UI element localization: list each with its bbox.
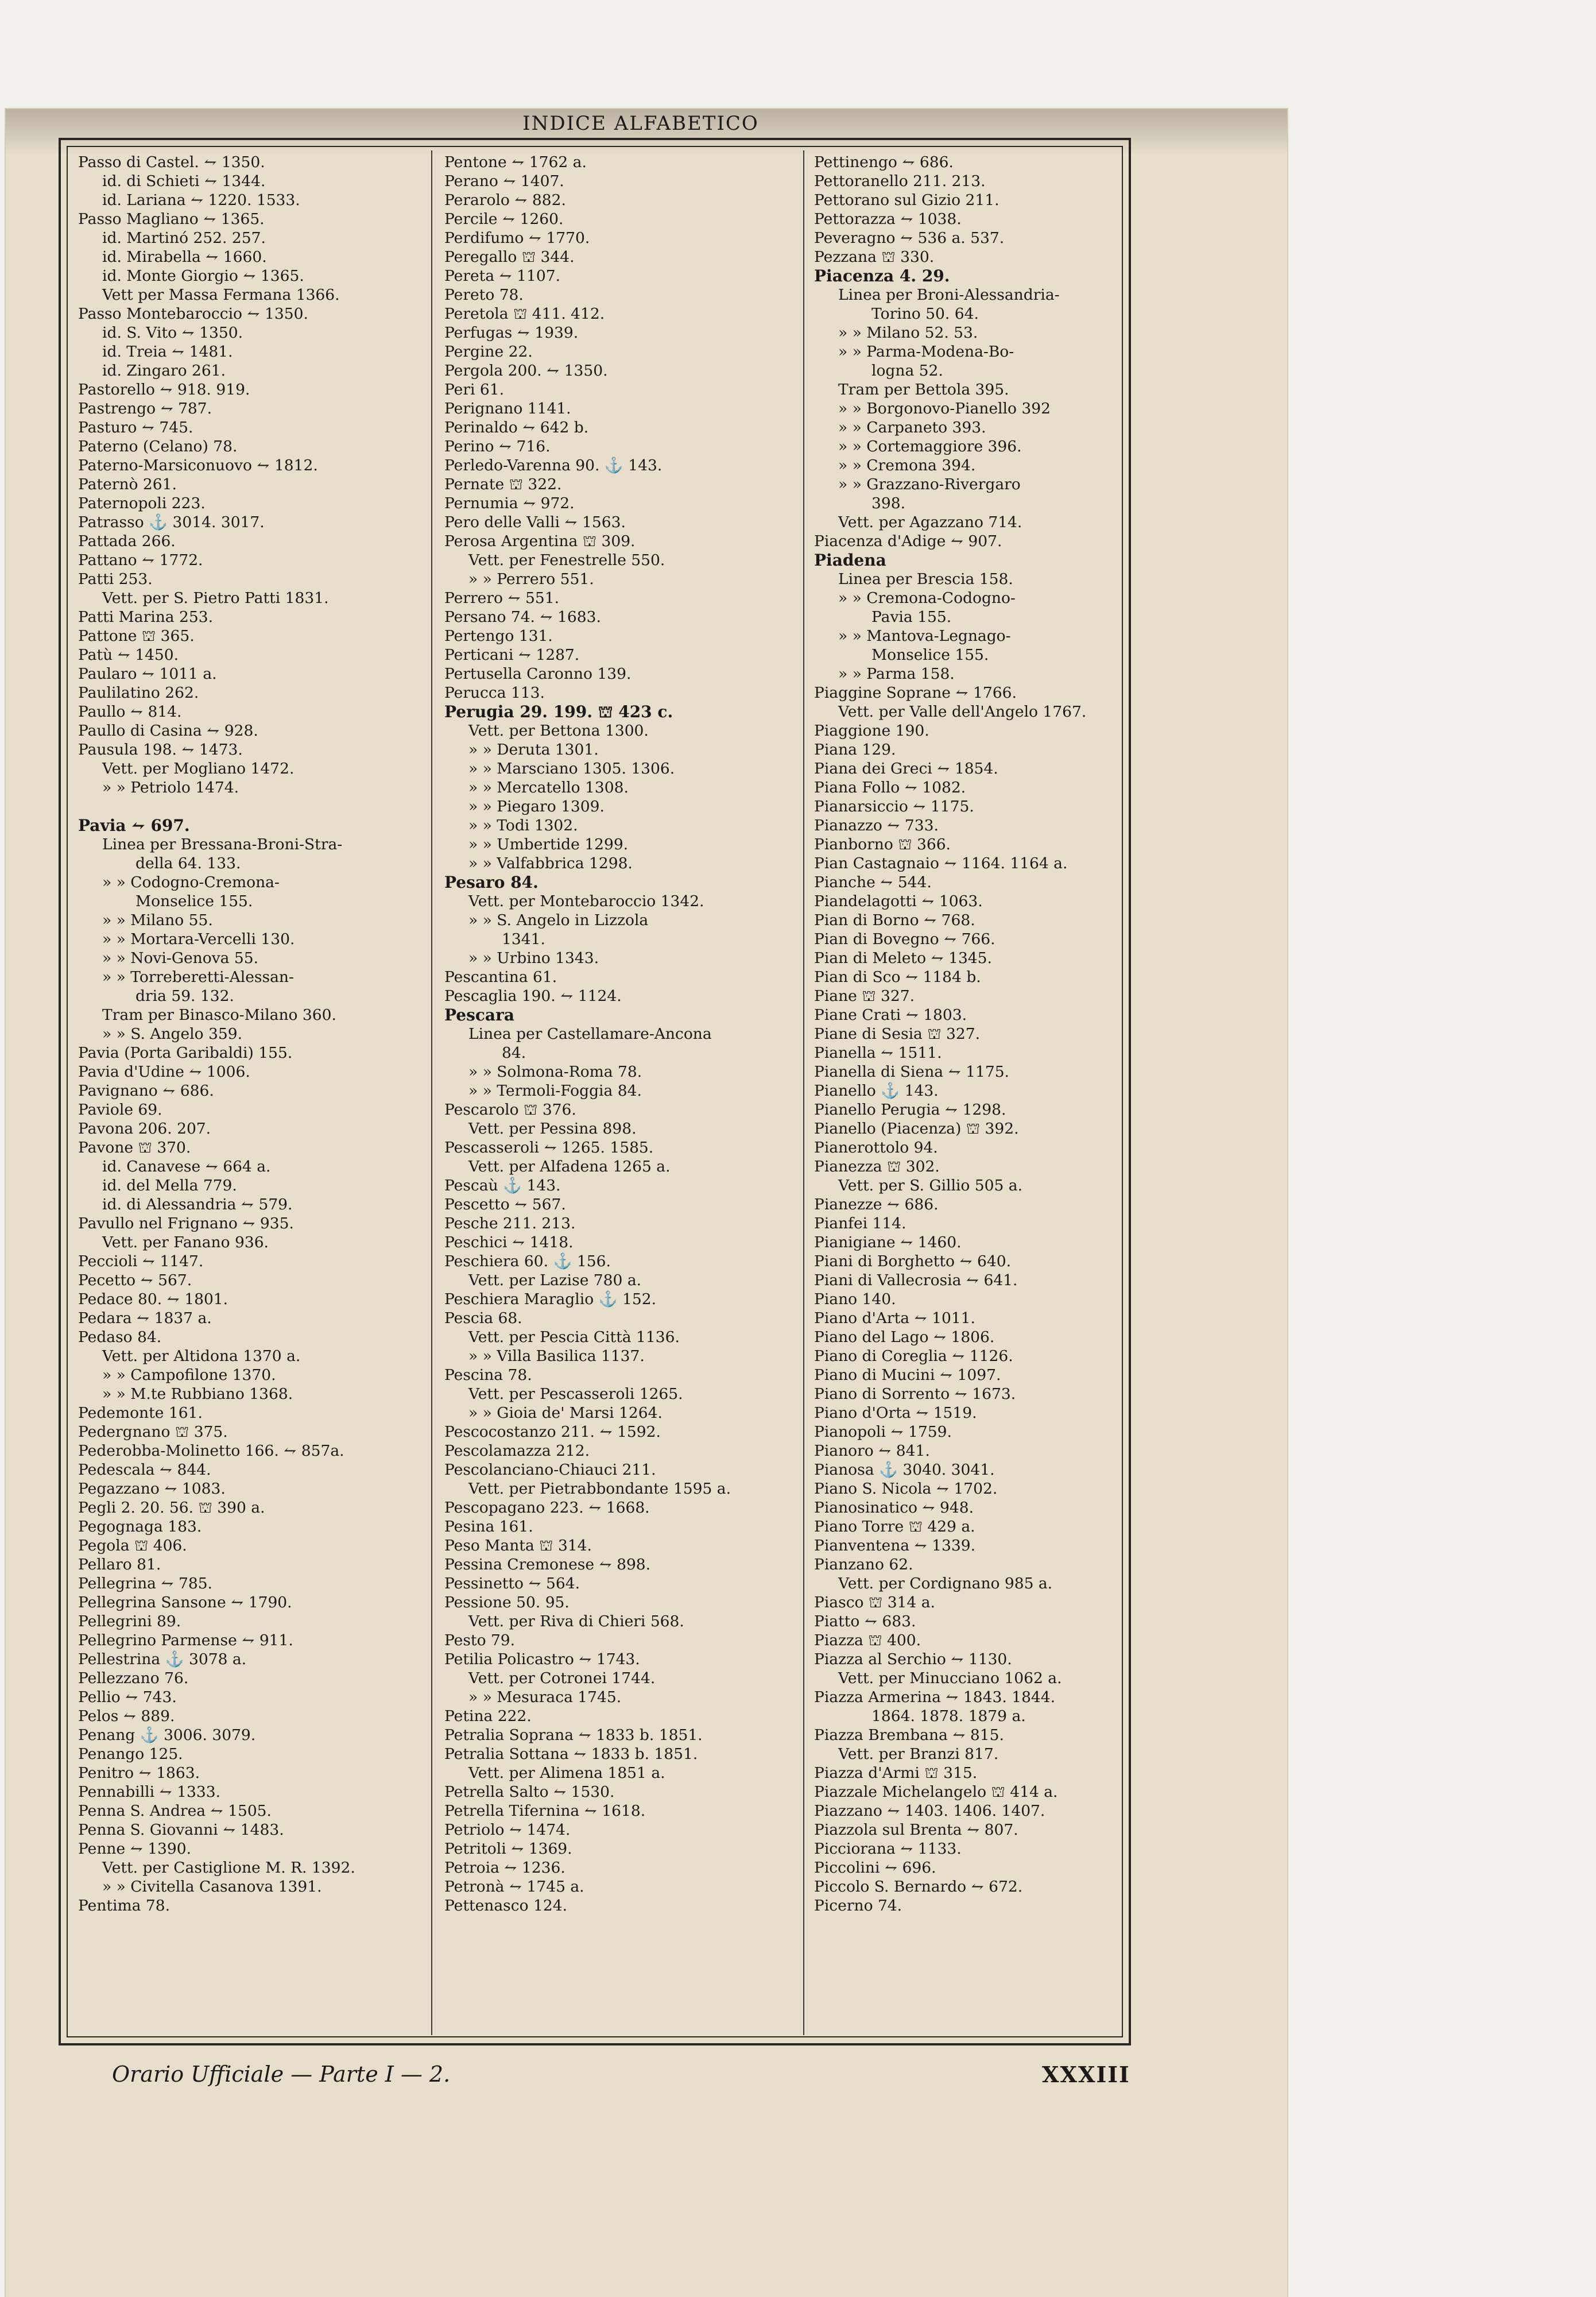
index-entry: Peschiera 60. ⚓ 156. — [444, 1252, 611, 1270]
index-entry: » » Cortemaggiore 396. — [838, 438, 1022, 455]
index-entry: Pettoranello 211. 213. — [814, 172, 986, 190]
page-header: INDICE ALFABETICO — [522, 112, 759, 135]
index-entry: Persano 74. ⥊ 1683. — [444, 608, 601, 626]
index-entry: Pereto 78. — [444, 286, 524, 304]
index-entry: Picciorana ⥊ 1133. — [814, 1840, 962, 1858]
index-entry: Pesina 161. — [444, 1518, 533, 1536]
index-entry: Pellio ⥊ 743. — [78, 1688, 177, 1706]
index-entry: » » Deruta 1301. — [468, 741, 599, 759]
index-entry: Pianche ⥊ 544. — [814, 873, 932, 891]
index-entry: Piana dei Greci ⥊ 1854. — [814, 760, 998, 778]
index-entry: Pedergnano ⛫ 375. — [78, 1423, 228, 1441]
index-entry: Patti Marina 253. — [78, 608, 214, 626]
index-entry: Piane Crati ⥊ 1803. — [814, 1006, 967, 1024]
index-entry: Pescarolo ⛫ 376. — [444, 1101, 576, 1119]
index-entry: Pescetto ⥊ 567. — [444, 1196, 566, 1213]
index-entry: Piandelagotti ⥊ 1063. — [814, 892, 983, 910]
index-entry: Piatto ⥊ 683. — [814, 1612, 916, 1630]
index-entry: Pernumia ⥊ 972. — [444, 494, 575, 512]
index-entry: Piana 129. — [814, 741, 896, 759]
index-entry: Patrasso ⚓ 3014. 3017. — [78, 513, 265, 531]
index-entry: » » Solmona-Roma 78. — [468, 1063, 642, 1081]
index-entry: Pederobba-Molinetto 166. ⥊ 857a. — [78, 1442, 344, 1460]
index-column-3 — [814, 153, 1124, 2035]
index-entry: Pavia d'Udine ⥊ 1006. — [78, 1063, 250, 1081]
index-entry: Pescolamazza 212. — [444, 1442, 590, 1460]
index-entry: Pescara — [444, 1006, 514, 1024]
index-entry: Petrella Salto ⥊ 1530. — [444, 1783, 615, 1801]
index-entry: Pavia 155. — [871, 608, 952, 626]
index-entry: Piani di Borghetto ⥊ 640. — [814, 1252, 1012, 1270]
index-entry: Piano d'Orta ⥊ 1519. — [814, 1404, 977, 1422]
index-entry: Vett. per Altidona 1370 a. — [102, 1347, 301, 1365]
index-entry: Pellaro 81. — [78, 1556, 161, 1573]
index-entry: Piasco ⛫ 314 a. — [814, 1594, 935, 1611]
index-entry: » » Parma-Modena-Bo- — [838, 343, 1014, 361]
index-entry: Piano S. Nicola ⥊ 1702. — [814, 1480, 998, 1498]
index-entry: id. del Mella 779. — [102, 1177, 237, 1194]
index-entry: Vett. per Minucciano 1062 a. — [838, 1669, 1062, 1687]
index-entry: id. S. Vito ⥊ 1350. — [102, 324, 243, 342]
index-entry: Petroia ⥊ 1236. — [444, 1859, 565, 1877]
index-entry: Peso Manta ⛫ 314. — [444, 1537, 592, 1554]
index-entry: Pescia 68. — [444, 1309, 522, 1327]
index-entry: Peregallo ⛫ 344. — [444, 248, 575, 266]
index-entry: Pianzano 62. — [814, 1556, 913, 1573]
index-entry: Piano d'Arta ⥊ 1011. — [814, 1309, 975, 1327]
column-divider — [431, 150, 432, 2035]
index-entry: id. di Schieti ⥊ 1344. — [102, 172, 266, 190]
index-entry: » » Parma 158. — [838, 665, 955, 683]
index-entry: Vett. per Pescasseroli 1265. — [468, 1385, 683, 1403]
index-column-2 — [444, 153, 797, 2035]
index-entry: Penne ⥊ 1390. — [78, 1840, 192, 1858]
index-entry: » » Mantova-Legnago- — [838, 627, 1011, 645]
index-entry: Paternò 261. — [78, 475, 177, 493]
index-entry: Paularo ⥊ 1011 a. — [78, 665, 217, 683]
index-entry: Pianventena ⥊ 1339. — [814, 1537, 976, 1554]
index-entry: Pettenasco 124. — [444, 1897, 567, 1915]
index-entry: » » Gioia de' Marsi 1264. — [468, 1404, 663, 1422]
index-entry: Pianella di Siena ⥊ 1175. — [814, 1063, 1009, 1081]
index-entry: Pianerottolo 94. — [814, 1139, 938, 1157]
index-entry: Pennabilli ⥊ 1333. — [78, 1783, 221, 1801]
index-entry: Pavona 206. 207. — [78, 1120, 211, 1138]
index-entry: Vett. per Bettona 1300. — [468, 722, 649, 740]
index-entry: Pastorello ⥊ 918. 919. — [78, 381, 250, 399]
index-entry: Piazza al Serchio ⥊ 1130. — [814, 1650, 1012, 1668]
index-entry: Pavullo nel Frignano ⥊ 935. — [78, 1215, 294, 1232]
index-entry: Vett. per Alimena 1851 a. — [468, 1764, 665, 1782]
index-entry: Petronà ⥊ 1745 a. — [444, 1878, 584, 1896]
index-entry: Piano di Sorrento ⥊ 1673. — [814, 1385, 1016, 1403]
index-entry: Pesche 211. 213. — [444, 1215, 576, 1232]
index-entry: Pellestrina ⚓ 3078 a. — [78, 1650, 247, 1668]
index-entry: Pianella ⥊ 1511. — [814, 1044, 942, 1062]
index-entry: Pegli 2. 20. 56. ⛫ 390 a. — [78, 1499, 265, 1517]
index-entry: Petriolo ⥊ 1474. — [444, 1821, 571, 1839]
index-entry: Pessinetto ⥊ 564. — [444, 1575, 580, 1592]
column-divider — [803, 150, 804, 2035]
index-entry: » » Carpaneto 393. — [838, 419, 986, 436]
index-entry: » » Mortara-Vercelli 130. — [102, 930, 295, 948]
index-entry: Piano Torre ⛫ 429 a. — [814, 1518, 975, 1536]
index-entry: Tram per Bettola 395. — [838, 381, 1009, 399]
index-entry: Pavone ⛫ 370. — [78, 1139, 191, 1157]
index-entry: Vett. per Agazzano 714. — [838, 513, 1022, 531]
index-entry: Vett. per Mogliano 1472. — [102, 760, 295, 778]
index-entry: » » Umbertide 1299. — [468, 836, 629, 853]
index-entry: Vett. per Pietrabbondante 1595 a. — [468, 1480, 731, 1498]
index-entry: Vett. per S. Gillio 505 a. — [838, 1177, 1023, 1194]
index-entry: Pianoro ⥊ 841. — [814, 1442, 930, 1460]
index-entry: 84. — [502, 1044, 526, 1062]
index-entry: Linea per Castellamare-Ancona — [468, 1025, 712, 1043]
index-entry: Piazzano ⥊ 1403. 1406. 1407. — [814, 1802, 1045, 1820]
index-entry: Paternopoli 223. — [78, 494, 206, 512]
index-entry: Perdifumo ⥊ 1770. — [444, 229, 590, 247]
index-entry: Piacenza d'Adige ⥊ 907. — [814, 532, 1002, 550]
index-entry: Pellegrini 89. — [78, 1612, 181, 1630]
index-entry: Pescantina 61. — [444, 968, 557, 986]
index-entry: » » Milano 52. 53. — [838, 324, 978, 342]
index-entry: dria 59. 132. — [135, 987, 234, 1005]
index-entry: Pian di Borno ⥊ 768. — [814, 911, 975, 929]
index-entry: » » Perrero 551. — [468, 570, 594, 588]
index-entry: Paterno-Marsiconuovo ⥊ 1812. — [78, 457, 318, 474]
index-entry: » » Cremona 394. — [838, 457, 976, 474]
index-entry: id. Canavese ⥊ 664 a. — [102, 1158, 271, 1175]
index-entry: Torino 50. 64. — [871, 305, 979, 323]
index-entry: » » Valfabbrica 1298. — [468, 854, 633, 872]
index-entry: Pernate ⛫ 322. — [444, 475, 562, 493]
index-entry: id. Martinó 252. 257. — [102, 229, 266, 247]
index-entry: Petrella Tifernina ⥊ 1618. — [444, 1802, 646, 1820]
index-entry: Vett. per Pescia Città 1136. — [468, 1328, 680, 1346]
index-entry: Passo Montebaroccio ⥊ 1350. — [78, 305, 308, 323]
index-column-1 — [78, 153, 423, 2035]
index-entry: Vett. per Montebaroccio 1342. — [468, 892, 704, 910]
index-entry: Pastrengo ⥊ 787. — [78, 400, 212, 417]
index-entry: Pentone ⥊ 1762 a. — [444, 153, 587, 171]
index-entry: Piano 140. — [814, 1290, 896, 1308]
index-entry: Pianfei 114. — [814, 1215, 907, 1232]
index-entry: Penna S. Andrea ⥊ 1505. — [78, 1802, 272, 1820]
index-entry: » » Grazzano-Rivergaro — [838, 475, 1021, 493]
index-entry: id. di Alessandria ⥊ 579. — [102, 1196, 293, 1213]
index-entry: Monselice 155. — [135, 892, 253, 910]
index-entry: Paulilatino 262. — [78, 684, 199, 702]
index-entry: Pergine 22. — [444, 343, 533, 361]
index-entry: Pettorazza ⥊ 1038. — [814, 210, 962, 228]
index-entry: Pedescala ⥊ 844. — [78, 1461, 211, 1479]
index-entry: Piazza ⛫ 400. — [814, 1631, 921, 1649]
index-entry: Pescopagano 223. ⥊ 1668. — [444, 1499, 650, 1517]
index-entry — [78, 797, 423, 816]
index-entry: » » Villa Basilica 1137. — [468, 1347, 645, 1365]
index-entry: » » Petriolo 1474. — [102, 779, 239, 796]
index-entry: Penitro ⥊ 1863. — [78, 1764, 200, 1782]
index-entry: » » S. Angelo in Lizzola — [468, 911, 649, 929]
index-entry: Passo di Castel. ⥊ 1350. — [78, 153, 265, 171]
index-entry: Pianello Perugia ⥊ 1298. — [814, 1101, 1006, 1119]
index-entry: Piazza Brembana ⥊ 815. — [814, 1726, 1004, 1744]
index-entry: Pattone ⛫ 365. — [78, 627, 195, 645]
index-entry: Pero delle Valli ⥊ 1563. — [444, 513, 626, 531]
index-entry: Perledo-Varenna 90. ⚓ 143. — [444, 457, 663, 474]
index-entry: Perucca 113. — [444, 684, 545, 702]
index-entry: Vett. per Riva di Chieri 568. — [468, 1612, 684, 1630]
index-entry: id. Lariana ⥊ 1220. 1533. — [102, 191, 300, 209]
index-entry: Percile ⥊ 1260. — [444, 210, 564, 228]
index-entry: Monselice 155. — [871, 646, 989, 664]
index-entry: Pavia (Porta Garibaldi) 155. — [78, 1044, 293, 1062]
index-entry: » » Novi-Genova 55. — [102, 949, 259, 967]
index-entry: Penang ⚓ 3006. 3079. — [78, 1726, 256, 1744]
index-entry: Vett. per Fanano 936. — [102, 1233, 269, 1251]
index-entry: Linea per Bressana-Broni-Stra- — [102, 836, 343, 853]
index-entry: Peccioli ⥊ 1147. — [78, 1252, 204, 1270]
index-entry: Pereta ⥊ 1107. — [444, 267, 561, 285]
index-entry: Passo Magliano ⥊ 1365. — [78, 210, 265, 228]
index-entry: Pianello (Piacenza) ⛫ 392. — [814, 1120, 1019, 1138]
index-entry: Vett. per Cordignano 985 a. — [838, 1575, 1053, 1592]
index-entry: Vett per Massa Fermana 1366. — [102, 286, 340, 304]
index-entry: Vett. per Lazise 780 a. — [468, 1271, 642, 1289]
index-entry: Petritoli ⥊ 1369. — [444, 1840, 572, 1858]
index-entry: Pesaro 84. — [444, 873, 539, 892]
index-entry: » » S. Angelo 359. — [102, 1025, 243, 1043]
index-entry: 1341. — [502, 930, 545, 948]
index-entry: Pettinengo ⥊ 686. — [814, 153, 954, 171]
index-entry: 398. — [871, 494, 906, 512]
index-entry: Pausula 198. ⥊ 1473. — [78, 741, 243, 759]
page-number: XXXIII — [1042, 2062, 1130, 2087]
index-entry: Pedaso 84. — [78, 1328, 162, 1346]
index-entry: Pianosinatico ⥊ 948. — [814, 1499, 974, 1517]
index-entry: Vett. per Pessina 898. — [468, 1120, 637, 1138]
index-entry: id. Monte Giorgio ⥊ 1365. — [102, 267, 304, 285]
footer-title: Orario Ufficiale — Parte I — 2. — [112, 2062, 451, 2087]
index-entry: Pellegrina Sansone ⥊ 1790. — [78, 1594, 292, 1611]
index-entry: » » Mercatello 1308. — [468, 779, 629, 796]
index-entry: Perticani ⥊ 1287. — [444, 646, 580, 664]
index-entry: Pellegrino Parmense ⥊ 911. — [78, 1631, 293, 1649]
index-entry: Piazza Armerina ⥊ 1843. 1844. — [814, 1688, 1056, 1706]
index-entry: » » Torreberetti-Alessan- — [102, 968, 294, 986]
index-entry: Peri 61. — [444, 381, 505, 399]
index-entry: Pianopoli ⥊ 1759. — [814, 1423, 952, 1441]
index-entry: Peschici ⥊ 1418. — [444, 1233, 574, 1251]
index-entry: Pedara ⥊ 1837 a. — [78, 1309, 212, 1327]
index-entry: Pescolanciano-Chiauci 211. — [444, 1461, 656, 1479]
index-entry: Perfugas ⥊ 1939. — [444, 324, 579, 342]
index-entry: Vett. per Valle dell'Angelo 1767. — [838, 703, 1087, 721]
index-entry: Perinaldo ⥊ 642 b. — [444, 419, 589, 436]
index-entry: Vett. per Cotronei 1744. — [468, 1669, 656, 1687]
index-entry: Piane ⛫ 327. — [814, 987, 915, 1005]
index-entry: » » Piegaro 1309. — [468, 798, 605, 815]
index-entry: Pentima 78. — [78, 1897, 171, 1915]
index-entry: Peschiera Maraglio ⚓ 152. — [444, 1290, 656, 1308]
index-entry: Pertengo 131. — [444, 627, 553, 645]
index-entry: Pesto 79. — [444, 1631, 516, 1649]
index-entry: Pellezzano 76. — [78, 1669, 189, 1687]
index-entry: Pasturo ⥊ 745. — [78, 419, 193, 436]
index-entry: Perosa Argentina ⛫ 309. — [444, 532, 636, 550]
index-entry: » » Campofilone 1370. — [102, 1366, 276, 1384]
index-entry: Pessina Cremonese ⥊ 898. — [444, 1556, 651, 1573]
index-entry: Petralia Sottana ⥊ 1833 b. 1851. — [444, 1745, 698, 1763]
index-entry: Pianello ⚓ 143. — [814, 1082, 939, 1100]
index-entry: » » Urbino 1343. — [468, 949, 599, 967]
index-entry: Patti 253. — [78, 570, 153, 588]
index-frame — [59, 138, 1131, 2045]
index-entry: » » M.te Rubbiano 1368. — [102, 1385, 293, 1403]
index-entry: Piadena — [814, 551, 886, 570]
index-entry: Pedace 80. ⥊ 1801. — [78, 1290, 228, 1308]
index-entry: Piaggione 190. — [814, 722, 929, 740]
index-entry: Piacenza 4. 29. — [814, 266, 950, 285]
index-entry: Peretola ⛫ 411. 412. — [444, 305, 605, 323]
index-entry: Pianezze ⥊ 686. — [814, 1196, 939, 1213]
index-entry: Perarolo ⥊ 882. — [444, 191, 566, 209]
index-entry: Linea per Brescia 158. — [838, 570, 1013, 588]
index-entry: Pegognaga 183. — [78, 1518, 202, 1536]
index-entry: Piani di Vallecrosia ⥊ 641. — [814, 1271, 1018, 1289]
index-entry: Pianigiane ⥊ 1460. — [814, 1233, 962, 1251]
index-entry: Patù ⥊ 1450. — [78, 646, 179, 664]
index-entry: » » Borgonovo-Pianello 392 — [838, 400, 1051, 417]
index-entry: id. Zingaro 261. — [102, 362, 226, 380]
index-entry: Linea per Broni-Alessandria- — [838, 286, 1060, 304]
index-entry: Pian di Sco ⥊ 1184 b. — [814, 968, 981, 986]
index-entry: Picerno 74. — [814, 1897, 902, 1915]
index-entry: Piazza d'Armi ⛫ 315. — [814, 1764, 978, 1782]
index-entry: » » Mesuraca 1745. — [468, 1688, 622, 1706]
index-entry: Pescina 78. — [444, 1366, 532, 1384]
index-entry: Petralia Soprana ⥊ 1833 b. 1851. — [444, 1726, 703, 1744]
index-entry: Piano di Mucini ⥊ 1097. — [814, 1366, 1001, 1384]
index-entry: Pescasseroli ⥊ 1265. 1585. — [444, 1139, 654, 1157]
index-entry: » » Civitella Casanova 1391. — [102, 1878, 322, 1896]
index-entry: Paterno (Celano) 78. — [78, 438, 238, 455]
index-entry: Petilia Policastro ⥊ 1743. — [444, 1650, 640, 1668]
index-entry: Petina 222. — [444, 1707, 532, 1725]
index-entry: Pergola 200. ⥊ 1350. — [444, 362, 608, 380]
index-entry: Piazzale Michelangelo ⛫ 414 a. — [814, 1783, 1058, 1801]
index-entry: Pegazzano ⥊ 1083. — [78, 1480, 226, 1498]
index-entry: » » Marsciano 1305. 1306. — [468, 760, 675, 778]
index-entry: 1864. 1878. 1879 a. — [871, 1707, 1026, 1725]
index-entry: Pianarsiccio ⥊ 1175. — [814, 798, 974, 815]
index-entry: Tram per Binasco-Milano 360. — [102, 1006, 336, 1024]
index-entry: Vett. per Fenestrelle 550. — [468, 551, 665, 569]
index-entry: Pianborno ⛫ 366. — [814, 836, 951, 853]
index-entry: Piccolini ⥊ 696. — [814, 1859, 936, 1877]
index-entry: » » Codogno-Cremona- — [102, 873, 280, 891]
index-entry: Pavignano ⥊ 686. — [78, 1082, 214, 1100]
index-entry: Pianezza ⛫ 302. — [814, 1158, 940, 1175]
index-entry: Perrero ⥊ 551. — [444, 589, 560, 607]
index-entry: Piaggine Soprane ⥊ 1766. — [814, 684, 1017, 702]
index-entry: Piano del Lago ⥊ 1806. — [814, 1328, 995, 1346]
index-entry: Pianosa ⚓ 3040. 3041. — [814, 1461, 995, 1479]
index-entry: Pianazzo ⥊ 733. — [814, 817, 939, 834]
index-entry: Piccolo S. Bernardo ⥊ 672. — [814, 1878, 1023, 1896]
index-entry: Pian di Bovegno ⥊ 766. — [814, 930, 995, 948]
index-entry: Paullo di Casina ⥊ 928. — [78, 722, 258, 740]
index-entry: Pian di Meleto ⥊ 1345. — [814, 949, 992, 967]
index-entry: Pessione 50. 95. — [444, 1594, 570, 1611]
index-entry: Piana Follo ⥊ 1082. — [814, 779, 966, 796]
index-entry: Pegola ⛫ 406. — [78, 1537, 187, 1554]
index-entry: Pellegrina ⥊ 785. — [78, 1575, 212, 1592]
index-entry: Perugia 29. 199. ⛫ 423 c. — [444, 702, 673, 721]
index-entry: Peveragno ⥊ 536 a. 537. — [814, 229, 1005, 247]
index-entry: Pian Castagnaio ⥊ 1164. 1164 a. — [814, 854, 1068, 872]
index-entry: Vett. per Alfadena 1265 a. — [468, 1158, 671, 1175]
index-entry: Piane di Sesia ⛫ 327. — [814, 1025, 981, 1043]
index-entry: Perino ⥊ 716. — [444, 438, 551, 455]
index-entry: Pelos ⥊ 889. — [78, 1707, 175, 1725]
index-entry: Pettorano sul Gizio 211. — [814, 191, 1000, 209]
index-entry: Paullo ⥊ 814. — [78, 703, 182, 721]
index-entry: della 64. 133. — [135, 854, 241, 872]
index-entry: Pertusella Caronno 139. — [444, 665, 632, 683]
index-entry: Paviole 69. — [78, 1101, 162, 1119]
index-entry: Pescocostanzo 211. ⥊ 1592. — [444, 1423, 661, 1441]
index-entry: Perano ⥊ 1407. — [444, 172, 564, 190]
index-entry: Pescaù ⚓ 143. — [444, 1177, 561, 1194]
index-entry: » » Termoli-Foggia 84. — [468, 1082, 642, 1100]
index-entry: Pedemonte 161. — [78, 1404, 203, 1422]
index-entry: Penna S. Giovanni ⥊ 1483. — [78, 1821, 284, 1839]
index-entry: Piano di Coreglia ⥊ 1126. — [814, 1347, 1013, 1365]
index-entry: logna 52. — [871, 362, 943, 380]
index-entry: Vett. per S. Pietro Patti 1831. — [102, 589, 329, 607]
index-entry: » » Todi 1302. — [468, 817, 578, 834]
index-entry: » » Cremona-Codogno- — [838, 589, 1016, 607]
index-entry: Perignano 1141. — [444, 400, 571, 417]
index-entry: Pezzana ⛫ 330. — [814, 248, 935, 266]
index-entry: Pecetto ⥊ 567. — [78, 1271, 192, 1289]
index-entry: » » Milano 55. — [102, 911, 213, 929]
index-entry: Pattano ⥊ 1772. — [78, 551, 203, 569]
index-entry: Penango 125. — [78, 1745, 183, 1763]
index-entry: Piazzola sul Brenta ⥊ 807. — [814, 1821, 1018, 1839]
index-entry: Pescaglia 190. ⥊ 1124. — [444, 987, 622, 1005]
index-entry: Pavia ⥊ 697. — [78, 816, 190, 835]
index-entry: id. Treia ⥊ 1481. — [102, 343, 233, 361]
index-entry: Vett. per Castiglione M. R. 1392. — [102, 1859, 355, 1877]
index-entry: Vett. per Branzi 817. — [838, 1745, 999, 1763]
index-entry: id. Mirabella ⥊ 1660. — [102, 248, 267, 266]
index-entry: Pattada 266. — [78, 532, 176, 550]
